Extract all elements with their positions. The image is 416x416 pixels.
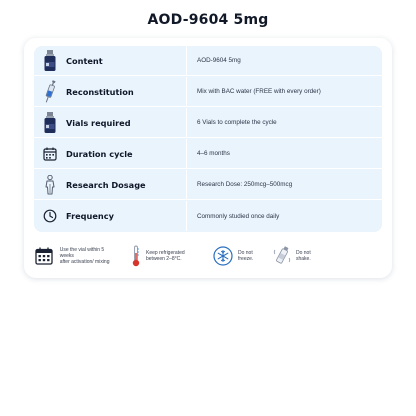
clock-icon xyxy=(34,201,66,231)
page-title: AOD-9604 5mg xyxy=(147,12,269,28)
storage-line: Do not xyxy=(296,250,311,256)
spec-label: Research Dosage xyxy=(66,179,146,190)
spec-value: Research Dose: 250mcg–500mcg xyxy=(197,181,293,188)
spec-table xyxy=(34,46,382,232)
storage-item-no-shake xyxy=(273,240,333,272)
vial-icon xyxy=(34,46,66,76)
storage-line: freeze. xyxy=(238,256,254,262)
spec-label: Content xyxy=(66,55,103,66)
snowflake-icon xyxy=(213,246,233,266)
spec-label: Reconstitution xyxy=(66,86,134,97)
calendar-icon xyxy=(34,139,66,169)
storage-line: after activation/ mixing xyxy=(59,259,110,265)
storage-line: Use the vial within 5 weeks xyxy=(59,247,105,259)
storage-instructions xyxy=(34,240,382,272)
spec-row-reconstitution xyxy=(34,77,382,107)
spec-value: 6 Vials to complete the cycle xyxy=(197,119,277,126)
spec-label: Vials required xyxy=(66,117,131,128)
storage-line: shake. xyxy=(296,256,311,262)
calendar-grid-icon xyxy=(34,247,54,265)
spec-label: Frequency xyxy=(66,211,114,221)
thermometer-icon xyxy=(131,245,141,267)
spec-label: Duration cycle xyxy=(66,148,133,159)
spec-value: Commonly studied once daily xyxy=(197,212,280,220)
no-shake-icon xyxy=(273,244,291,268)
storage-item-no-freeze xyxy=(213,240,269,272)
syringe-icon xyxy=(34,77,66,107)
vial-icon xyxy=(34,108,66,138)
spec-row-vials xyxy=(34,108,382,138)
person-icon xyxy=(34,170,66,200)
spec-row-content xyxy=(34,46,382,76)
spec-row-dosage xyxy=(34,170,382,200)
storage-line: Do not xyxy=(238,250,253,256)
spec-value: 4–6 months xyxy=(197,150,230,157)
storage-line: between 2–8°C. xyxy=(146,256,182,262)
spec-value: Mix with BAC water (FREE with every order) xyxy=(197,88,321,95)
storage-item-refrigerate xyxy=(131,240,209,272)
spec-value: AOD-9604 5mg xyxy=(197,57,241,64)
spec-row-duration xyxy=(34,139,382,169)
spec-row-frequency xyxy=(34,201,382,231)
storage-item-timing xyxy=(34,240,119,272)
storage-line: Keep refrigerated xyxy=(146,250,185,256)
